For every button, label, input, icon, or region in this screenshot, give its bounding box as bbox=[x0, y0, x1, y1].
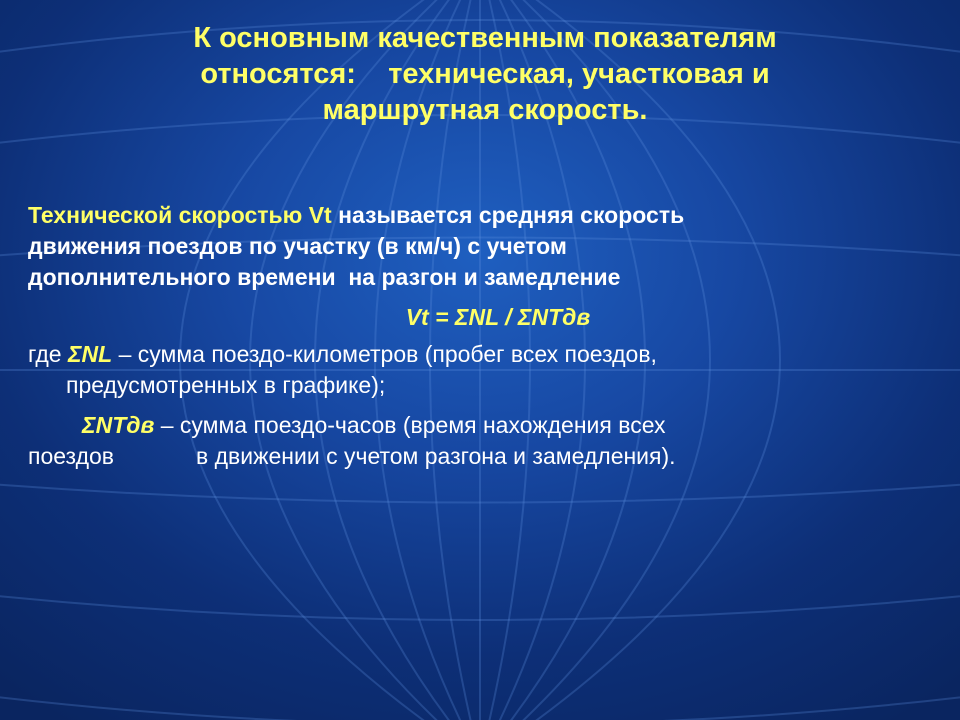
item-sum-nt bbox=[28, 410, 928, 472]
symbol-sum-nt: ΣNTдв bbox=[82, 412, 155, 438]
item-sum-nl-text-2: предусмотренных в графике); bbox=[66, 372, 386, 398]
item-sum-nt-text-2b: в движении с учетом разгона и замедления). bbox=[196, 443, 676, 469]
formula: Vt = ΣNL / ΣNTдв bbox=[405, 304, 591, 330]
item-sum-nl-text: – сумма поездо-километров (пробег всех поездов, bbox=[112, 341, 657, 367]
item-sum-nt-text: – сумма поездо-часов (время нахождения всех bbox=[154, 412, 666, 438]
title-line-2: относятся: техническая, участковая и bbox=[200, 58, 770, 90]
symbol-sum-nl: ΣNL bbox=[67, 341, 113, 367]
definition-text-1: называется средняя скорость bbox=[331, 202, 685, 228]
title-line-1: К основным качественным показателям bbox=[193, 22, 777, 54]
item-prefix: где bbox=[28, 341, 68, 367]
definition-term: Технической скоростью Vt bbox=[28, 202, 332, 228]
title-line-3: маршрутная скорость. bbox=[322, 94, 648, 126]
definition-text-2: движения поездов по участку (в км/ч) с учетом bbox=[28, 233, 567, 259]
slide-body bbox=[28, 200, 928, 472]
definition-text-3: дополнительного времени на разгон и замедление bbox=[28, 264, 621, 290]
definition-paragraph bbox=[28, 200, 928, 293]
slide-title bbox=[60, 20, 910, 128]
item-sum-nl bbox=[28, 339, 928, 401]
item-sum-nt-text-2a: поездов bbox=[28, 443, 115, 469]
